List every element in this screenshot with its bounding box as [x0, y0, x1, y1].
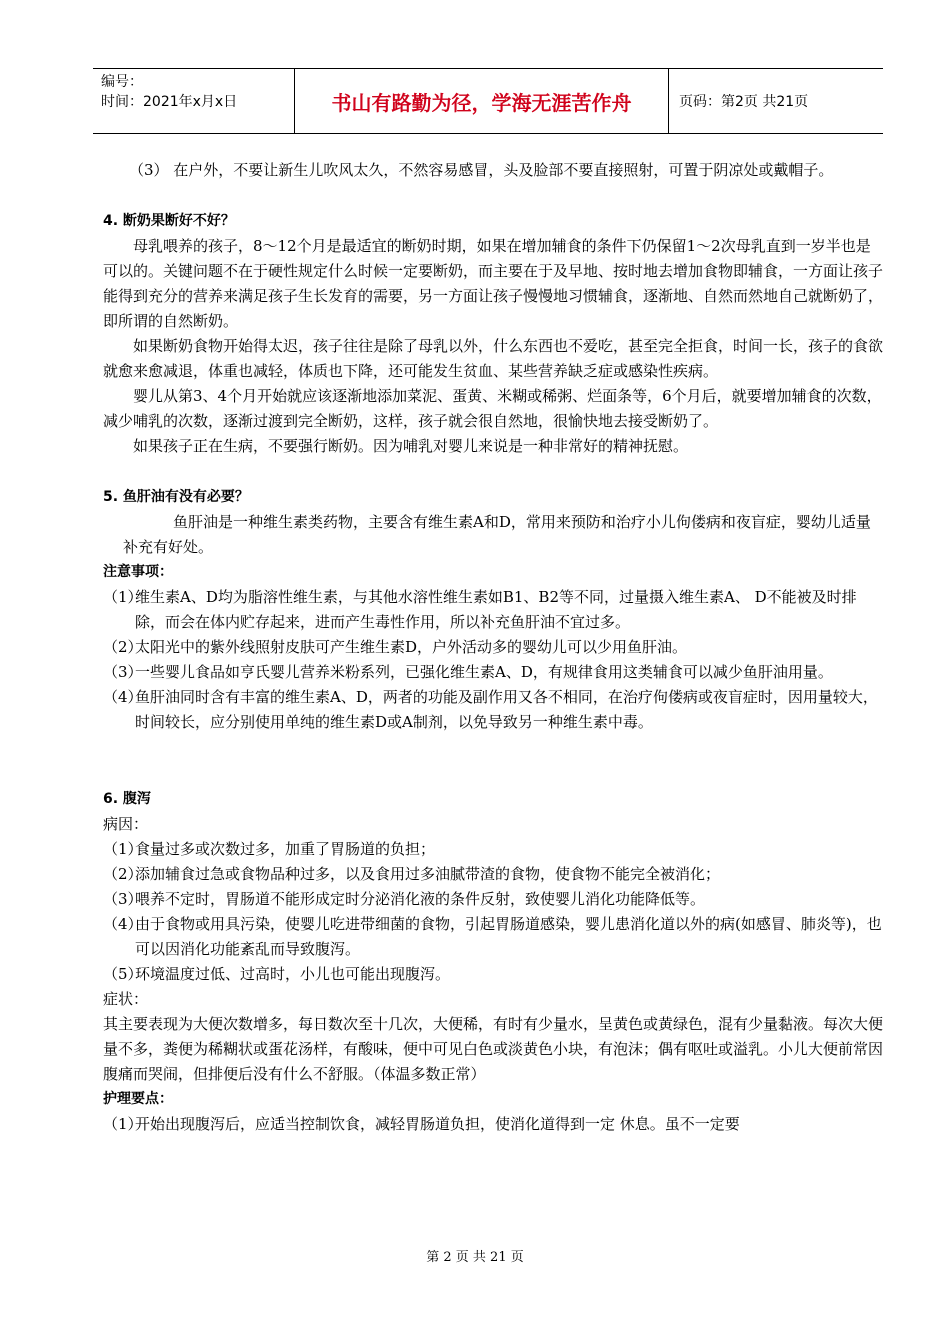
notes-label: 注意事项：: [103, 564, 173, 580]
cause-text: 食量过多或次数过多，加重了胃肠道的负担；: [135, 840, 436, 858]
page-header: [93, 68, 883, 134]
cause-number: （5）: [103, 965, 143, 983]
cause-number: （2）: [103, 865, 143, 883]
care-number: （1）: [103, 1115, 143, 1133]
section-5-title: 5. 鱼肝油有没有必要？: [103, 489, 249, 505]
note-number: （3）: [103, 663, 143, 681]
section-4-paragraph: 如果断奶食物开始得太迟，孩子往往是除了母乳以外，什么东西也不爱吃，甚至完全拒食，时间一长，孩子的食欲就愈来愈减退，体重也减轻，体质也下降，还可能发生贫血、某些营养缺乏症或感染性疾病。: [103, 337, 884, 380]
note-item: [103, 635, 883, 660]
cause-label: 病因：: [103, 815, 149, 833]
section-6-title: 6. 腹泻: [103, 791, 151, 807]
note-number: （4）: [103, 688, 143, 706]
note-text: 维生素A、D均为脂溶性维生素，与其他水溶性维生素如B1、B2等不同，过量摄入维生素A、 D不能被及时排除，而会在体内贮存起来，进而产生毒性作用，所以补充鱼肝油不宜过多。: [135, 588, 857, 631]
note-number: （1）: [103, 588, 143, 606]
care-item: [103, 1112, 883, 1137]
doc-code: 编号：: [101, 74, 143, 90]
header-page-number: 页码：第2页 共21页: [679, 94, 809, 110]
note-text: 一些婴儿食品如亨氏婴儿营养米粉系列，已强化维生素A、D，有规律食用这类辅食可以减少鱼肝油用量。: [135, 663, 833, 681]
cause-text: 环境温度过低、过高时，小儿也可能出现腹泻。: [135, 965, 451, 983]
note-item: [103, 660, 883, 685]
header-meta: [93, 69, 295, 133]
cause-text: 由于食物或用具污染，使婴儿吃进带细菌的食物，引起胃肠道感染，婴儿患消化道以外的病(如感冒、肺炎等)，也可以因消化功能紊乱而导致腹泻。: [135, 915, 882, 958]
page-footer: 第 2 页 共 21 页: [426, 1250, 524, 1265]
section-5-intro: 鱼肝油是一种维生素类药物，主要含有维生素A和D，常用来预防和治疗小儿佝偻病和夜盲症，婴幼儿适量补充有好处。: [123, 513, 871, 556]
cause-item: [103, 912, 883, 962]
cause-item: [103, 837, 883, 862]
care-text: 开始出现腹泻后，应适当控制饮食，减轻胃肠道负担，使消化道得到一定 休息。虽不一定要: [135, 1115, 740, 1133]
section-4-title: 4. 断奶果断好不好？: [103, 213, 235, 229]
care-label: 护理要点：: [103, 1091, 173, 1107]
cause-item: [103, 887, 883, 912]
cause-item: [103, 962, 883, 987]
section-4-paragraph: 婴儿从第3、4个月开始就应该逐渐地添加菜泥、蛋黄、米糊或稀粥、烂面条等，6个月后，就要增加辅食的次数，减少哺乳的次数，逐渐过渡到完全断奶，这样，孩子就会很自然地，很愉快地去接受断奶了。: [103, 387, 882, 430]
note-text: 鱼肝油同时含有丰富的维生素A、D，两者的功能及副作用又各不相同，在治疗佝偻病或夜盲症时，因用量较大，时间较长，应分别使用单纯的维生素D或A制剂，以免导致另一种维生素中毒。: [135, 688, 878, 731]
intro-item: （3） 在户外，不要让新生儿吹风太久，不然容易感冒，头及脸部不要直接照射，可置于阴凉处或戴帽子。: [129, 161, 834, 179]
doc-time: 时间：2021年x月x日: [101, 94, 238, 110]
cause-number: （1）: [103, 840, 143, 858]
section-4-paragraph: 如果孩子正在生病，不要强行断奶。因为哺乳对婴儿来说是一种非常好的精神抚慰。: [133, 437, 689, 455]
note-item: [103, 685, 883, 735]
note-text: 太阳光中的紫外线照射皮肤可产生维生素D，户外活动多的婴幼儿可以少用鱼肝油。: [135, 638, 688, 656]
note-number: （2）: [103, 638, 143, 656]
cause-number: （3）: [103, 890, 143, 908]
document-body: [103, 158, 883, 1137]
symptom-text: 其主要表现为大便次数增多，每日数次至十几次，大便稀，有时有少量水，呈黄色或黄绿色，混有少量黏液。每次大便量不多，粪便为稀糊状或蛋花汤样，有酸味，便中可见白色或淡黄色小块，有泡沫；偶有呕吐或溢乳。小儿大便前常因腹痛而哭闹，但排便后没有什么不舒服。（体温多数正常）: [103, 1015, 884, 1083]
header-motto: 书山有路勤为径，学海无涯苦作舟: [295, 69, 669, 133]
note-item: [103, 585, 883, 635]
cause-text: 喂养不定时，胃肠道不能形成定时分泌消化液的条件反射，致使婴儿消化功能降低等。: [135, 890, 706, 908]
symptom-label: 症状：: [103, 990, 149, 1008]
cause-item: [103, 862, 883, 887]
cause-text: 添加辅食过急或食物品种过多，以及食用过多油腻带渣的食物，使食物不能完全被消化；: [135, 865, 721, 883]
cause-number: （4）: [103, 915, 143, 933]
section-4-paragraph: 母乳喂养的孩子，8～12个月是最适宜的断奶时期，如果在增加辅食的条件下仍保留1～2次母乳直到一岁半也是可以的。关键问题不在于硬性规定什么时候一定要断奶，而主要在于及早地、按时地去增加食物即辅食，一方面让孩子能得到充分的营养来满足孩子生长发育的需要，另一方面让孩子慢慢地习惯辅食，逐渐地、自然而然地自己就断奶了，即所谓的自然断奶。: [103, 237, 884, 330]
